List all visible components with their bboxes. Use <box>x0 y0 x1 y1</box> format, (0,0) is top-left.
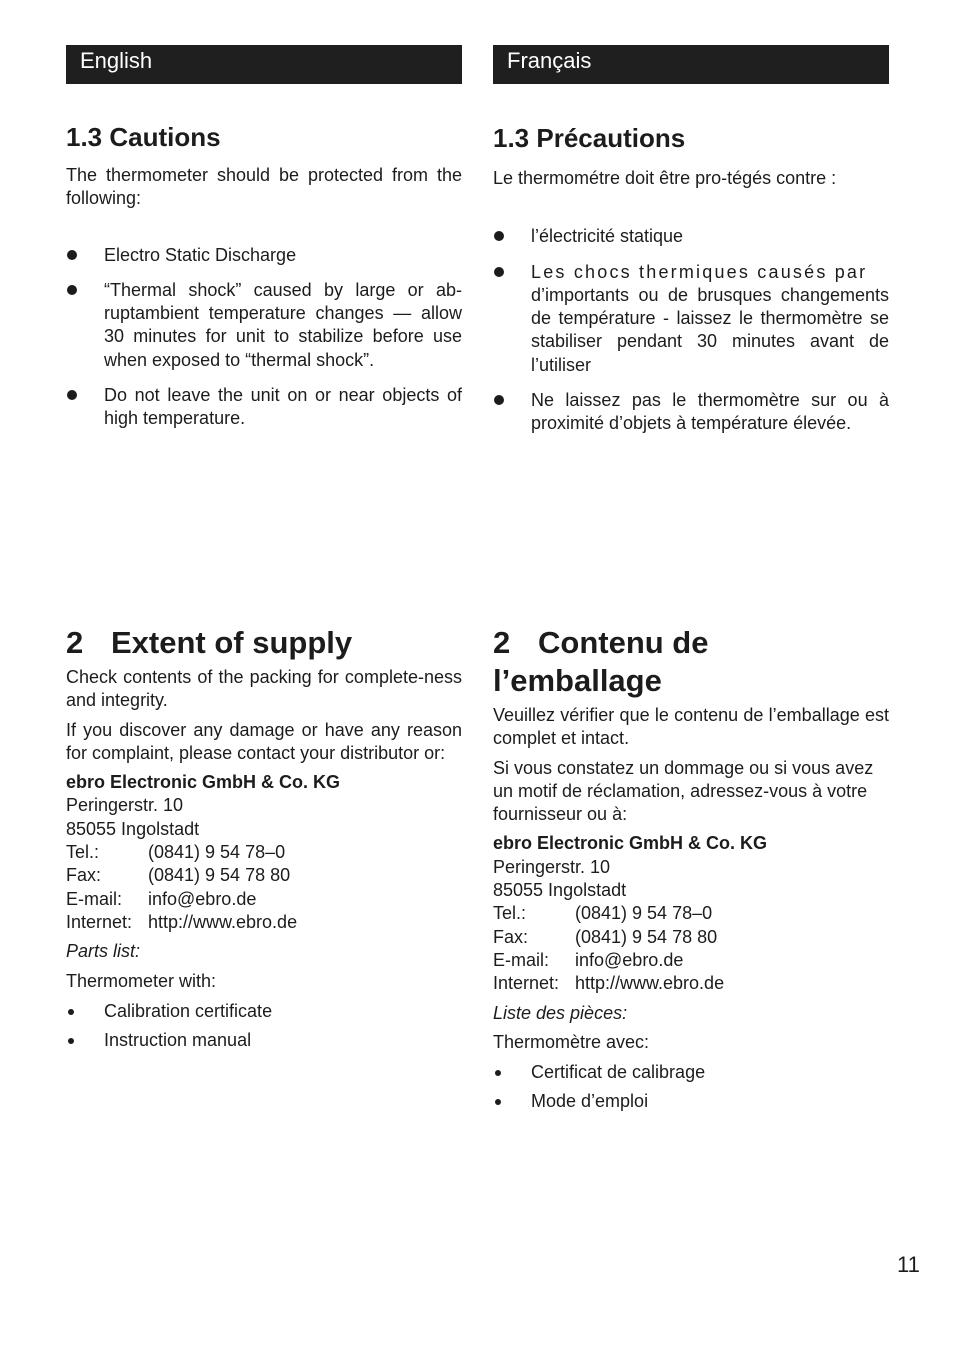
tel-row <box>66 841 462 864</box>
fax-value: (0841) 9 54 78 80 <box>575 926 718 947</box>
language-header-french <box>493 45 889 84</box>
supply-paragraph: Veuillez vérifier que le contenu de l’emballage est complet et intact. <box>493 705 889 749</box>
supply-paragraph: Check contents of the packing for complete-ness and integrity. <box>66 667 462 711</box>
section-number: 2 <box>66 625 84 660</box>
list-item-text: Instruction manual <box>104 1030 252 1051</box>
internet-label: Internet: <box>493 973 560 994</box>
email-row <box>66 888 462 911</box>
internet-label: Internet: <box>66 911 133 932</box>
section-title: Extent of supply <box>111 625 353 660</box>
list-item-text: Ne laissez pas le thermomètre sur ou à proximité d’objets à température élevée. <box>531 390 889 434</box>
list-item <box>493 261 889 377</box>
bullet-icon <box>68 1009 74 1015</box>
fax-label: Fax: <box>493 926 529 947</box>
bullet-icon <box>494 395 504 405</box>
internet-row <box>66 911 462 934</box>
street: Peringerstr. 10 <box>493 856 611 877</box>
section-title: l’emballage <box>493 663 662 698</box>
company-name: ebro Electronic GmbH & Co. KG <box>493 833 768 854</box>
bullet-icon <box>494 231 504 241</box>
bullet-icon <box>495 1099 501 1105</box>
cautions-intro: Le thermométre doit être pro-tégés contre : <box>493 168 837 188</box>
list-item-text: Les chocs thermiques causés par <box>531 261 868 282</box>
city: 85055 Ingolstadt <box>493 880 627 901</box>
internet-value: http://www.ebro.de <box>575 973 725 994</box>
cautions-section-en <box>66 122 462 431</box>
tel-row <box>493 902 889 925</box>
bullet-icon <box>67 285 77 295</box>
list-item <box>66 384 462 431</box>
list-item <box>493 1090 889 1113</box>
section-heading: 1.3 Cautions <box>66 122 221 152</box>
list-item-text: Calibration certificate <box>104 1000 273 1021</box>
contact-block <box>66 771 462 934</box>
section-heading <box>493 624 889 700</box>
list-item-text: “Thermal shock” caused by large or ab-ruptambient temperature changes — allow 30 minutes for unit to stabilize before use when exposed to “thermal shock”. <box>104 279 462 370</box>
thermometer-with: Thermomètre avec: <box>493 1031 650 1052</box>
page-number: 11 <box>897 1252 920 1277</box>
street: Peringerstr. 10 <box>66 795 184 816</box>
list-item <box>493 225 889 248</box>
supply-section-fr <box>493 624 889 1114</box>
supply-section-en <box>66 624 462 1052</box>
list-item-text: d’importants ou de brusques changements de température - laissez le thermomètre se stabiliser pendant 30 minutes avant de l’utiliser <box>531 284 889 375</box>
company-name: ebro Electronic GmbH & Co. KG <box>66 772 341 793</box>
list-item-text: Do not leave the unit on or near objects of high temperature. <box>104 385 462 429</box>
parts-list-label: Liste des pièces: <box>493 1002 628 1023</box>
email-label: E-mail: <box>493 949 550 970</box>
list-item-text: Certificat de calibrage <box>531 1062 706 1083</box>
fax-label: Fax: <box>66 865 102 886</box>
fax-row <box>66 864 462 887</box>
supply-paragraph: If you discover any damage or have any reason for complaint, please contact your distributor or: <box>66 719 462 763</box>
email-value: info@ebro.de <box>575 949 684 970</box>
internet-value: http://www.ebro.de <box>148 911 298 932</box>
list-item-text: l’électricité statique <box>531 226 684 247</box>
email-label: E-mail: <box>66 888 123 909</box>
fax-row <box>493 926 889 949</box>
contact-block <box>493 832 889 995</box>
bullet-icon <box>495 1070 501 1076</box>
list-item <box>66 1029 462 1052</box>
bullet-icon <box>68 1038 74 1044</box>
language-label: Français <box>507 48 592 73</box>
list-item <box>66 1000 462 1023</box>
cautions-intro: The thermometer should be protected from the following: <box>66 165 462 209</box>
list-item-text: Electro Static Discharge <box>104 244 297 265</box>
list-item-text: Mode d’emploi <box>531 1091 649 1112</box>
tel-label: Tel.: <box>66 842 100 863</box>
email-value: info@ebro.de <box>148 888 257 909</box>
tel-value: (0841) 9 54 78–0 <box>575 903 713 924</box>
bullet-icon <box>494 267 504 277</box>
section-title: Contenu de <box>538 625 709 660</box>
city: 85055 Ingolstadt <box>66 818 200 839</box>
list-item <box>66 244 462 267</box>
cautions-section-fr <box>493 123 889 436</box>
parts-list-label: Parts list: <box>66 941 141 962</box>
tel-value: (0841) 9 54 78–0 <box>148 842 286 863</box>
language-label: English <box>80 48 153 73</box>
bullet-icon <box>67 390 77 400</box>
email-row <box>493 949 889 972</box>
section-heading <box>66 624 462 662</box>
list-item <box>66 279 462 372</box>
internet-row <box>493 972 889 995</box>
section-number: 2 <box>493 625 511 660</box>
fax-value: (0841) 9 54 78 80 <box>148 865 291 886</box>
section-heading: 1.3 Précautions <box>493 123 686 153</box>
language-header-english <box>66 45 462 84</box>
supply-paragraph: Si vous constatez un dommage ou si vous avez un motif de réclamation, adressez-vous à votre fournisseur ou à: <box>493 757 874 825</box>
list-item <box>493 389 889 436</box>
list-item <box>493 1061 889 1084</box>
bullet-icon <box>67 250 77 260</box>
thermometer-with: Thermometer with: <box>66 970 217 991</box>
tel-label: Tel.: <box>493 903 527 924</box>
